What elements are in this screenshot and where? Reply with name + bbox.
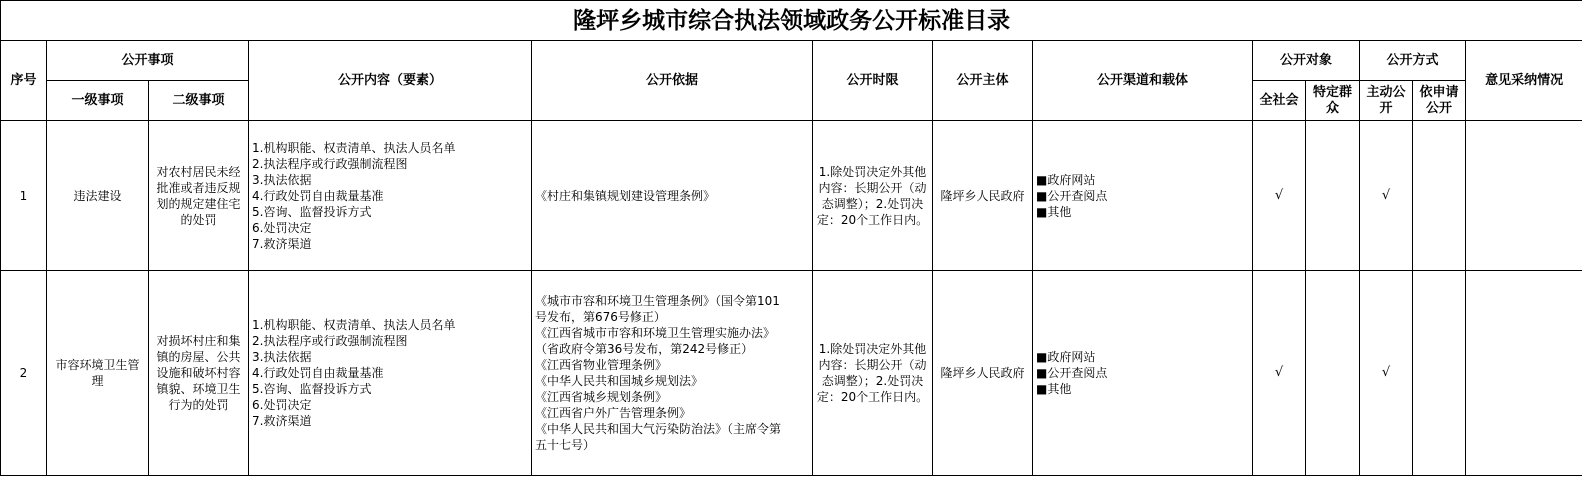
- check-target-specific: [1306, 121, 1360, 271]
- row-seq: 2: [1, 271, 47, 476]
- header-target-all: 全社会: [1253, 81, 1306, 121]
- basis-line: 《江西省户外广告管理条例》: [535, 406, 692, 420]
- check-method-active: √: [1360, 121, 1413, 271]
- header-target: 公开对象: [1253, 41, 1360, 81]
- channel-item: ■其他: [1036, 382, 1072, 396]
- row-level1: 市容环境卫生管理: [47, 271, 149, 476]
- channel-item: ■政府网站: [1036, 172, 1096, 187]
- page-title: 隆坪乡城市综合执法领域政务公开标准目录: [1, 1, 1582, 41]
- table-row: [1, 271, 1582, 476]
- header-subject: 公开主体: [933, 41, 1033, 121]
- content-line: 3.执法依据: [252, 172, 312, 187]
- row-feedback: [1466, 271, 1582, 476]
- check-method-request: [1413, 121, 1466, 271]
- header-level2: 二级事项: [149, 81, 249, 121]
- content-line: 3.执法依据: [252, 350, 312, 364]
- header-seq: 序号: [1, 41, 47, 121]
- row-level1: 违法建设: [47, 121, 149, 271]
- row-subject: 隆坪乡人民政府: [933, 271, 1033, 476]
- basis-line: （省政府令第36号发布，第242号修正）: [535, 342, 754, 356]
- content-line: 7.救济渠道: [252, 414, 312, 428]
- row-basis: [532, 121, 813, 271]
- content-line: 5.咨询、监督投诉方式: [252, 382, 372, 396]
- header-target-specific: 特定群众: [1306, 81, 1360, 121]
- row-feedback: [1466, 121, 1582, 271]
- header-level1: 一级事项: [47, 81, 149, 121]
- basis-line: 《中华人民共和国城乡规划法》: [535, 374, 704, 388]
- header-items: 公开事项: [47, 41, 249, 81]
- content-line: 4.行政处罚自由裁量基准: [252, 366, 384, 380]
- basis-line: 《城市市容和环境卫生管理条例》（国令第101: [535, 294, 780, 308]
- header-feedback: 意见采纳情况: [1466, 41, 1582, 121]
- header-channel: 公开渠道和载体: [1033, 41, 1253, 121]
- header-method-active: 主动公开: [1360, 81, 1413, 121]
- channel-item: ■其他: [1036, 204, 1072, 219]
- header-method-request: 依申请公开: [1413, 81, 1466, 121]
- basis-line: 五十七号）: [535, 438, 596, 452]
- content-line: 1.机构职能、权责清单、执法人员名单: [252, 140, 456, 155]
- header-content: 公开内容（要素）: [249, 41, 532, 121]
- basis-line: 《江西省物业管理条例》: [535, 358, 668, 372]
- check-method-request: [1413, 271, 1466, 476]
- header-basis: 公开依据: [532, 41, 813, 121]
- row-content: [249, 271, 532, 476]
- row-time-limit: 1.除处罚决定外其他内容：长期公开（动态调整）；2.处罚决定：20个工作日内。: [813, 121, 933, 271]
- basis-line: 《江西省城市市容和环境卫生管理实施办法》: [535, 326, 776, 340]
- basis-line: 号发布，第676号修正）: [535, 310, 666, 324]
- row-channels: [1033, 121, 1253, 271]
- row-channels: [1033, 271, 1253, 476]
- content-line: 5.咨询、监督投诉方式: [252, 204, 372, 219]
- basis-line: 《江西省城乡规划条例》: [535, 390, 668, 404]
- row-subject: 隆坪乡人民政府: [933, 121, 1033, 271]
- header-method: 公开方式: [1360, 41, 1466, 81]
- row-level2: 对农村居民未经批准或者违反规划的规定建住宅的处罚: [149, 121, 249, 271]
- channel-item: ■公开查阅点: [1036, 366, 1108, 380]
- check-target-all: √: [1253, 121, 1306, 271]
- table-row: [1, 121, 1582, 271]
- channel-item: ■政府网站: [1036, 350, 1096, 364]
- basis-line: 《中华人民共和国大气污染防治法》（主席令第: [535, 422, 782, 436]
- check-target-all: √: [1253, 271, 1306, 476]
- content-line: 7.救济渠道: [252, 236, 312, 251]
- row-seq: 1: [1, 121, 47, 271]
- content-line: 2.执法程序或行政强制流程图: [252, 334, 408, 348]
- row-content: [249, 121, 532, 271]
- check-target-specific: [1306, 271, 1360, 476]
- content-line: 1.机构职能、权责清单、执法人员名单: [252, 318, 456, 332]
- header-time-limit: 公开时限: [813, 41, 933, 121]
- content-line: 4.行政处罚自由裁量基准: [252, 188, 384, 203]
- row-level2: 对损坏村庄和集镇的房屋、公共设施和破坏村容镇貌、环境卫生行为的处罚: [149, 271, 249, 476]
- check-method-active: √: [1360, 271, 1413, 476]
- content-line: 2.执法程序或行政强制流程图: [252, 156, 408, 171]
- content-line: 6.处罚决定: [252, 220, 312, 235]
- basis-line: 《村庄和集镇规划建设管理条例》: [535, 188, 716, 203]
- row-time-limit: 1.除处罚决定外其他内容：长期公开（动态调整）；2.处罚决定：20个工作日内。: [813, 271, 933, 476]
- channel-item: ■公开查阅点: [1036, 188, 1108, 203]
- content-line: 6.处罚决定: [252, 398, 312, 412]
- row-basis: [532, 271, 813, 476]
